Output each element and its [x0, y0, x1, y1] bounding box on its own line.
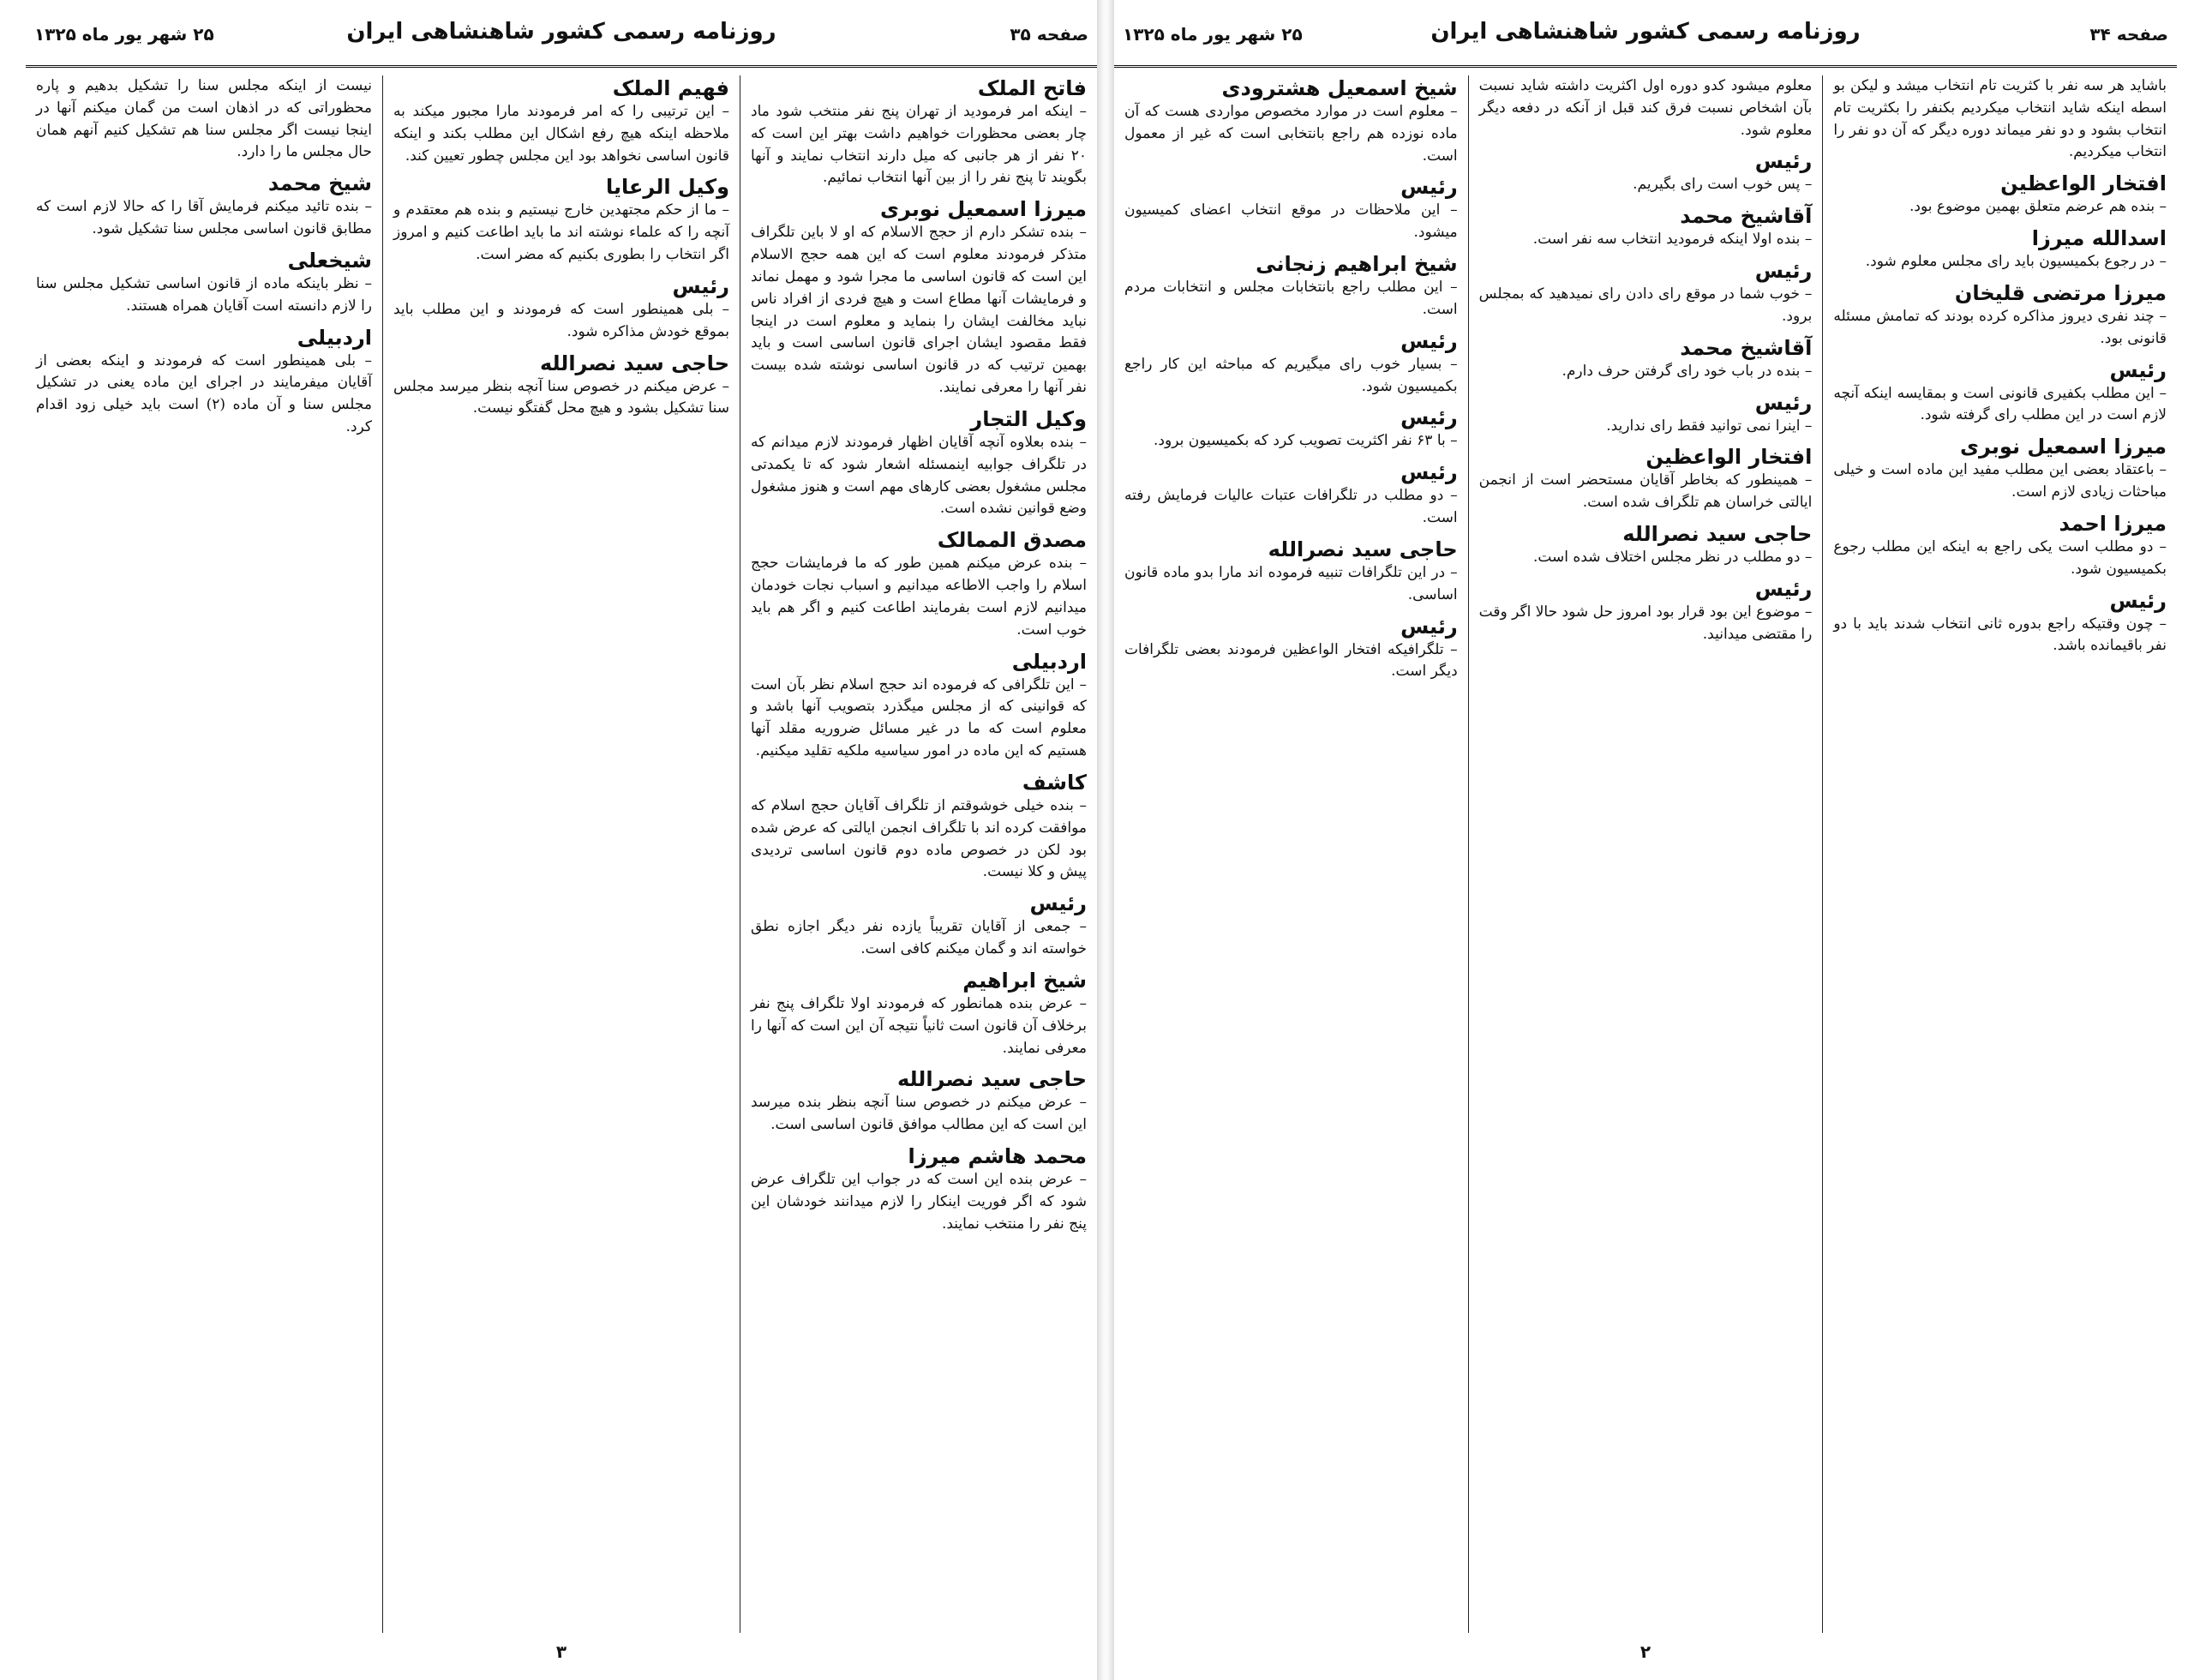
text-column: [740, 75, 1097, 1633]
speech-block: [36, 248, 372, 318]
speech-block: [36, 325, 372, 439]
right-page-header: [1114, 9, 2177, 68]
speech-block: [751, 649, 1087, 763]
speaker-name: وکیل الرعایا: [605, 175, 729, 200]
speech-text: باشاید هر سه نفر با کثریت تام انتخاب میشد و لیکن بو اسطه اینکه شاید انتخاب میکردیم بکنفر را بکثریت تام انتخاب بشود و دو نفر میماند دوره دیگر که آن دو نفر را انتخاب میکردیم.: [1833, 77, 2167, 161]
speech-block: [751, 891, 1087, 961]
left-page-header: [26, 9, 1097, 68]
speaker-name: رئیس: [1400, 614, 1458, 639]
speech-block: [1479, 521, 1813, 569]
speaker-name: آقاشیخ محمد: [1680, 204, 1813, 229]
speech-block: [1124, 174, 1458, 244]
left-page: [26, 9, 1097, 1667]
speech-text: – این مطلب راجع بانتخابات مجلس و انتخابات مردم است.: [1124, 279, 1458, 318]
speech-text: – عرض بنده این است که در جواب این تلگراف عرض شود که اگر فوریت اینکار را لازم میدانند خودشان این پنج نفر را منتخب نمایند.: [751, 1170, 1087, 1233]
speech-text: – پس خوب است رای بگیریم.: [1633, 176, 1813, 194]
speaker-name: آقاشیخ محمد: [1680, 335, 1813, 360]
speech-block: [1479, 335, 1813, 383]
speaker-name: رئیس: [1400, 460, 1458, 485]
speech-text: – بنده اولا اینکه فرمودید انتخاب سه نفر است.: [1532, 231, 1813, 249]
speech-text: – نظر باینکه ماده از قانون اساسی تشکیل مجلس سنا را لازم دانسته است آقایان همراه هستند.: [36, 274, 372, 315]
speech-text: – بنده تشکر دارم از حجج الاسلام که او لا باین تلگراف متذکر فرمودند معلوم است که این همه حجج الاسلام این است که قانون اساسی ما مجرا شود و مهمل نماند و فرمایشات آنها مطاع است و هیچ فردی از افراد ناس نباید مخالفت ایشان را بنماید و معلوم است در اینجا فقط مقصود ایشان اجرای قانون اساسی است و باید بهمین ترتیب که در قانون اساسی نوشته شده بیست نفر آنها را معرفی نمایند.: [751, 224, 1087, 397]
page-gutter: [1097, 0, 1114, 1680]
speaker-name: شیخ ابراهیم: [962, 968, 1087, 993]
speaker-name: شیخ محمد: [267, 171, 372, 196]
speech-block: [393, 273, 729, 344]
speech-block: [1479, 258, 1813, 328]
speech-text: – دو مطلب است یکی راجع به اینکه این مطلب رجوع بکمیسیون شود.: [1833, 537, 2167, 578]
speech-block: [393, 174, 729, 266]
speech-block: [1124, 405, 1458, 453]
speech-text: – جمعی از آقایان تقریباً یازده نفر دیگر اجازه نطق خواسته اند و گمان میکنم کافی است.: [751, 918, 1087, 958]
speaker-name: حاجی سید نصرالله: [1622, 522, 1813, 547]
speaker-name: حاجی سید نصرالله: [896, 1067, 1087, 1092]
speech-block: [1479, 444, 1813, 514]
speech-block: [1124, 614, 1458, 684]
left-page-columns: [26, 75, 1097, 1633]
speaker-name: میرزا اسمعیل نوبری: [1959, 435, 2167, 459]
speech-block: [1479, 576, 1813, 646]
right-page: [1114, 9, 2177, 1667]
speech-text: – در این تلگرافات تنبیه فرموده اند مارا بدو ماده قانون اساسی.: [1124, 563, 1458, 603]
page-number: صفحه ۳۴: [2089, 24, 2168, 45]
speaker-name: رئیس: [1029, 891, 1087, 916]
speech-text: – همینطور که بخاطر آقایان مستحضر است از انجمن ایالتی خراسان هم تلگراف شده است.: [1478, 471, 1813, 512]
speaker-name: کاشف: [1022, 770, 1087, 795]
speech-text: – موضوع این بود قرار بود امروز حل شود حالا اگر وقت را مقتضی میدانید.: [1478, 603, 1813, 643]
speech-block: [1479, 148, 1813, 196]
speaker-name: رئیس: [1400, 405, 1458, 430]
speaker-name: شیخ ابراهیم زنجانی: [1256, 252, 1458, 277]
speech-block: [1833, 588, 2167, 658]
speaker-name: افتخار الواعظین: [1646, 445, 1813, 470]
speech-text: معلوم میشود کدو دوره اول اکثریت داشته شاید نسبت بآن اشخاص نسبت فرق کند قبل از آنکه در دفعه دیگر معلوم شود.: [1478, 77, 1813, 139]
speech-text: – بنده تائید میکنم فرمایش آقا را که حالا لازم است که مطابق قانون اساسی مجلس سنا تشکیل شود.: [36, 198, 372, 238]
speech-block: [751, 196, 1087, 399]
speaker-name: رئیس: [2109, 357, 2167, 382]
speech-text: – بنده در باب خود رای گرفتن حرف دارم.: [1562, 362, 1813, 380]
speech-block: [751, 1066, 1087, 1137]
speech-block: [751, 75, 1087, 189]
speaker-name: افتخار الواعظین: [2000, 171, 2167, 196]
speech-text: – بنده عرض میکنم همین طور که ما فرمایشات حجج اسلام را واجب الاطاعه میدانیم و اسباب نجات خودمان میدانیم لازم است بفرمایند اطاعت کنیم و اگر هم باید خوب است.: [751, 555, 1087, 639]
speech-block: [1124, 459, 1458, 530]
speech-text: – این ملاحظات در موقع انتخاب اعضای کمیسیون میشود.: [1124, 201, 1458, 242]
speech-text: – عرض بنده همانطور که فرمودند اولا تلگراف پنج نفر برخلاف آن قانون است ثانیاً نتیجه آن این است که آنها را معرفی نمایند.: [751, 994, 1087, 1057]
speech-text: – با ۶۳ نفر اکثریت تصویب کرد که بکمیسیون برود.: [1154, 432, 1458, 450]
text-column: [26, 75, 382, 1633]
speech-text: – چند نفری دیروز مذاکره کرده بودند که تمامش مسئله قانونی بود.: [1833, 307, 2167, 347]
speech-text: – دو مطلب در نظر مجلس اختلاف شده است.: [1532, 549, 1813, 567]
speech-text: – چون وقتیکه راجع بدوره ثانی انتخاب شدند باید با دو نفر باقیمانده باشد.: [1833, 615, 2167, 655]
speech-block: [393, 75, 729, 167]
newspaper-title: روزنامه رسمی کشور شاهنشاهی ایران: [1430, 19, 1861, 45]
speech-text: – بلی همینطور است که فرمودند و این مطلب باید بموقع خودش مذاکره شود.: [393, 300, 729, 340]
speech-text: – عرض میکنم در خصوص سنا آنچه بنظر بنده میرسد این است که این مطالب موافق قانون اساسی است.: [751, 1094, 1087, 1134]
speech-text: – تلگرافیکه افتخار الواعظین فرمودند بعضی تلگرافات دیگر است.: [1124, 640, 1458, 681]
speech-block: [393, 351, 729, 421]
speaker-name: رئیس: [1754, 149, 1813, 174]
speech-block: [1833, 357, 2167, 428]
speaker-name: فاتح الملک: [977, 76, 1087, 100]
speech-text: – دو مطلب در تلگرافات عتبات عالیات فرمایش رفته است.: [1124, 487, 1458, 527]
speaker-name: میرزا مرتضی قلیخان: [1954, 280, 2167, 305]
speech-text: – این مطلب بکفیری قانونی است و بمقایسه اینکه آنچه لازم است در این مطلب رای گرفته شود.: [1833, 384, 2167, 424]
speech-block: [1833, 280, 2167, 351]
speaker-name: رئیس: [2109, 588, 2167, 613]
speech-text: – بسیار خوب رای میگیریم که مباحثه این کار راجع بکمیسیون شود.: [1124, 355, 1458, 395]
speech-block: [1833, 225, 2167, 273]
speaker-name: اسدالله میرزا: [2031, 226, 2167, 251]
speaker-name: حاجی سید نصرالله: [539, 351, 729, 375]
speech-text: – در رجوع بکمیسیون باید رای مجلس معلوم شود.: [1865, 253, 2167, 271]
speech-block: [1124, 537, 1458, 607]
speech-block: [36, 75, 372, 164]
speech-text: – خوب شما در موقع رای دادن رای نمیدهید که بمجلس برود.: [1478, 285, 1813, 325]
speaker-name: رئیس: [1754, 259, 1813, 284]
speech-text: – بنده خیلی خوشوقتم از تلگراف آقایان حجج اسلام که موافقت کرده اند با تلگراف انجمن ایالتی که عرض شده بود لکن در خصوص ماده دوم قانون اساسی تردیدی پیش و کلا نیست.: [751, 796, 1087, 881]
speech-block: [36, 171, 372, 241]
text-column: [1822, 75, 2177, 1633]
speech-block: [1833, 511, 2167, 581]
speaker-name: محمد هاشم میرزا: [908, 1143, 1087, 1168]
speech-text: – اینرا نمی توانید فقط رای ندارید.: [1606, 417, 1813, 435]
speech-block: [1833, 75, 2167, 164]
speech-text: – عرض میکنم در خصوص سنا آنچه بنظر میرسد مجلس سنا تشکیل بشود و هیچ محل گفتگو نیست.: [393, 377, 729, 417]
speech-text: – اینکه امر فرمودید از تهران پنج نفر منتخب شود ماد چار بعضی محظورات خواهیم داشت بهتر این است که ۲۰ نفر از هر جانبی که میل دارند انتخاب نمایند و آنها بگویند تا پنج نفر را از بین آنها انتخاب نمائیم.: [751, 103, 1087, 187]
speaker-name: رئیس: [1754, 390, 1813, 415]
newspaper-title: روزنامه رسمی کشور شاهنشاهی ایران: [346, 19, 776, 45]
speaker-name: وکیل التجار: [970, 406, 1087, 431]
speaker-name: مصدق الممالک: [937, 528, 1087, 553]
speech-text: – بلی همینطور است که فرمودند و اینکه بعضی از آقایان میفرمایند در اجرای این ماده یعنی در تشکیل مجلس سنا و آن ماده (۲) است باید خیلی زود اقدام کرد.: [36, 351, 373, 436]
speaker-name: حاجی سید نصرالله: [1268, 537, 1458, 561]
speaker-name: میرزا اسمعیل نوبری: [879, 197, 1087, 222]
page-folio: ۳: [555, 1641, 567, 1662]
speech-block: [1124, 328, 1458, 399]
speech-block: [751, 406, 1087, 520]
speaker-name: فهیم الملک: [612, 76, 729, 100]
speaker-name: رئیس: [672, 273, 729, 298]
speech-text: – بنده بعلاوه آنچه آقایان اظهار فرمودند لازم میدانم که در تلگراف جوابیه اینمسئله اشعار شود که تا یکمدتی مجلس مشغول بعضی کارهای مهم است و هنوز مشغول وضع قوانین نشده است.: [751, 433, 1087, 518]
speaker-name: شیخ اسمعیل هشترودی: [1221, 76, 1458, 100]
issue-date: ۲۵ شهر یور ماه ۱۳۲۵: [1123, 24, 1303, 45]
speech-text: نیست از اینکه مجلس سنا را تشکیل بدهیم و پاره محظوراتی که در اذهان است من گمان میکنم آنها در اینجا نیست اگر مجلس سنا هم تشکیل کنیم آنهم همان حال مجلس ما را دارد.: [36, 77, 372, 161]
right-page-columns: [1114, 75, 2177, 1633]
issue-date: ۲۵ شهر یور ماه ۱۳۲۵: [34, 24, 214, 45]
speaker-name: میرزا احمد: [2059, 511, 2167, 536]
speech-block: [1124, 251, 1458, 321]
text-column: [1468, 75, 1823, 1633]
speaker-name: اردبیلی: [1011, 649, 1087, 674]
speech-text: – ما از حکم مجتهدین خارج نیستیم و بنده هم معتقدم و آنچه را که علماء نوشته اند ما باید اطاعت کنیم و امروز اگر انتخاب را بطوری بکنیم که مضر است.: [393, 201, 729, 264]
speaker-name: رئیس: [1400, 328, 1458, 353]
speech-text: – معلوم است در موارد مخصوص مواردی هست که آن ماده نوزده هم راجع بانتخابی است که غیر از معمول است.: [1124, 103, 1458, 165]
text-column: [382, 75, 740, 1633]
speech-text: – این ترتیبی را که امر فرمودند مارا مجبور میکند به ملاحظه اینکه هیچ رفع اشکال این مطلب بکند و اینکه قانون اساسی نخواهد بود این مجلس چطور تعیین کند.: [393, 103, 729, 165]
speech-block: [1124, 75, 1458, 167]
speech-block: [751, 770, 1087, 884]
speaker-name: رئیس: [1754, 576, 1813, 601]
speech-text: – بنده هم عرضم متعلق بهمین موضوع بود.: [1909, 198, 2167, 216]
page-number: صفحه ۳۵: [1010, 24, 1088, 45]
speech-block: [1833, 171, 2167, 219]
speaker-name: اردبیلی: [297, 325, 372, 350]
speech-block: [751, 968, 1087, 1059]
speech-text: – باعتقاد بعضی این مطلب مفید این ماده است و خیلی مباحثات زیادی لازم است.: [1833, 461, 2167, 501]
page-folio: ۲: [1640, 1641, 1651, 1662]
speech-block: [751, 1143, 1087, 1235]
speech-block: [1479, 390, 1813, 438]
speech-block: [1479, 75, 1813, 141]
speaker-name: شیخعلی: [287, 248, 372, 273]
speech-text: – این تلگرافی که فرموده اند حجج اسلام نظر بآن است که قوانینی که از مجلس میگذرد بتصویب آنها باشد و معلوم است که ما در غیر مسائل ضروریه مقلد آنها هستیم که این ماده در امور سیاسیه ملکیه تقلید میکنیم.: [751, 675, 1087, 760]
speech-block: [1833, 434, 2167, 504]
speech-block: [1479, 203, 1813, 251]
speech-block: [751, 527, 1087, 641]
text-column: [1114, 75, 1468, 1633]
speaker-name: رئیس: [1400, 175, 1458, 200]
